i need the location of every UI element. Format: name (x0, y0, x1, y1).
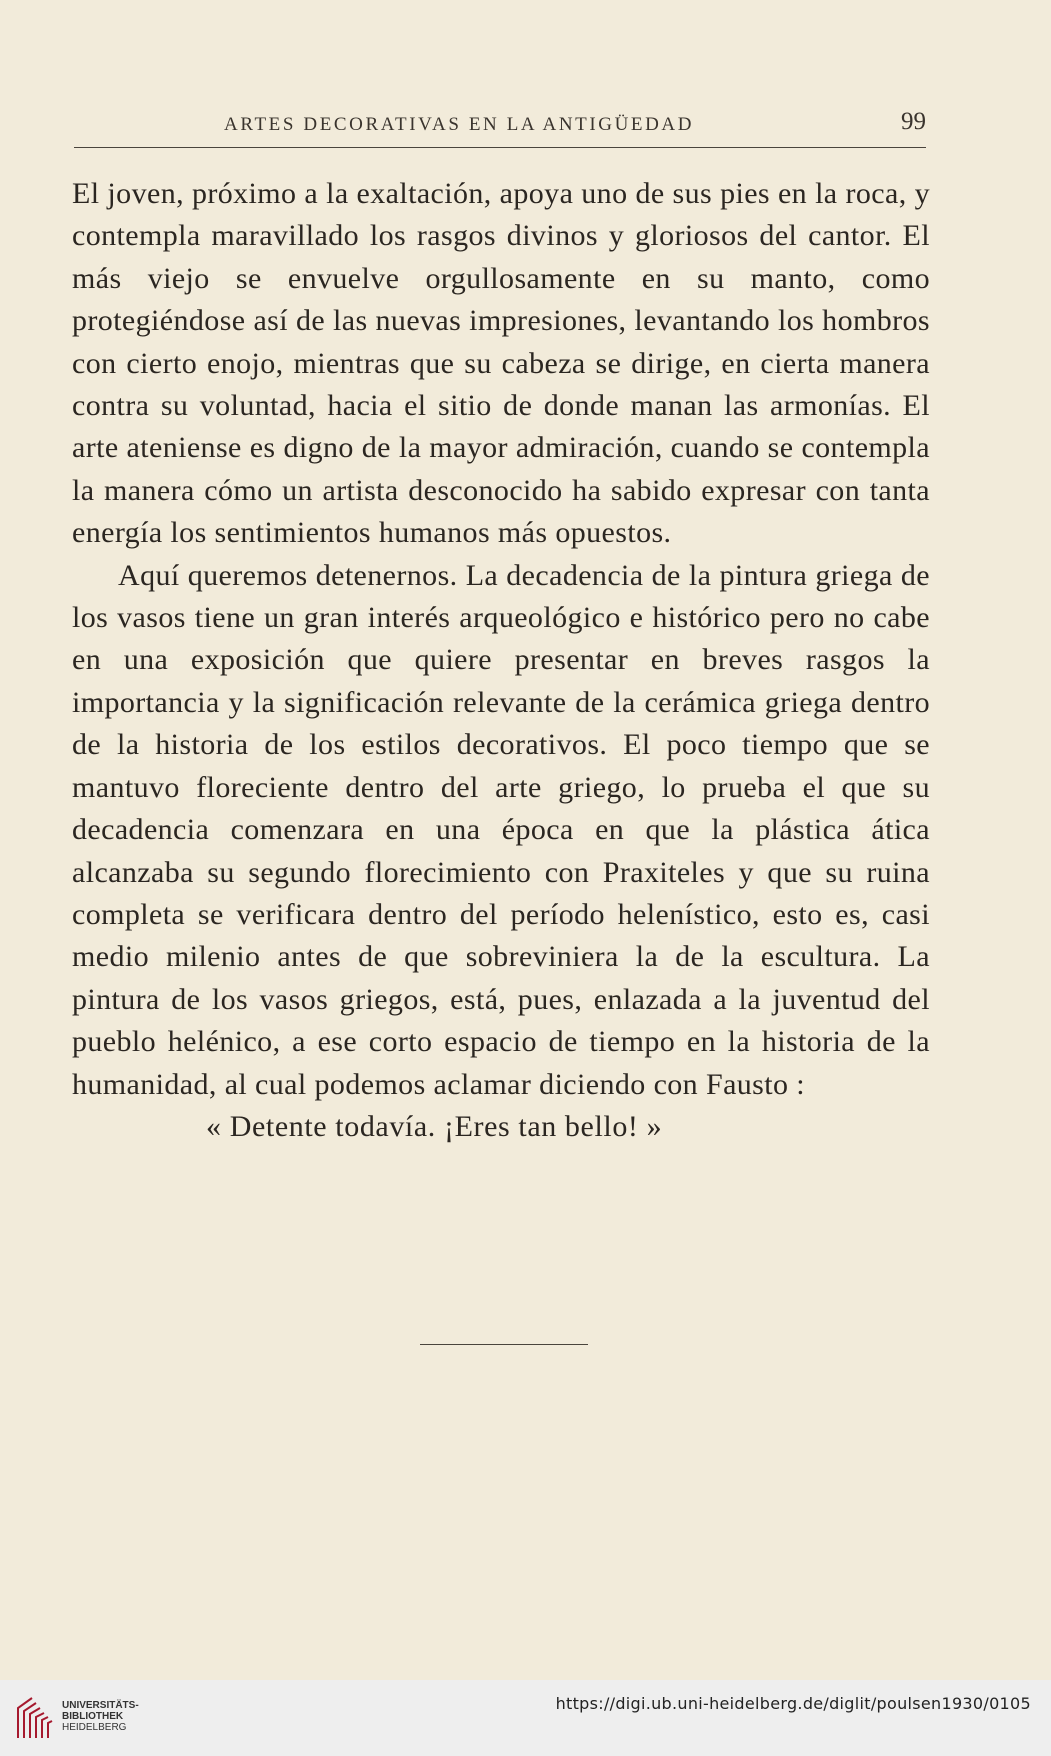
body-text (72, 173, 930, 1148)
running-title: ARTES DECORATIVAS EN LA ANTIGÜEDAD (224, 114, 695, 135)
paragraph-1: El joven, próximo a la exaltación, apoya uno de sus pies en la roca, y contempla maravillado los rasgos divinos y gloriosos del cantor. El más viejo se envuelve orgullosamente en su manto, como protegiéndose así de las nuevas impresiones, levantando los hombros con cierto enojo, mientras que su cabeza se dirige, en cierta manera contra su voluntad, hacia el sitio de donde manan las armonías. El arte ateniense es digno de la mayor admiración, cuando se contempla la manera cómo un artista desconocido ha sabido expresar con tanta energía los sentimientos humanos más opuestos. (72, 177, 930, 550)
end-rule (420, 1344, 588, 1345)
logo-line-1: UNIVERSITÄTS- (62, 1700, 139, 1711)
page-number: 99 (901, 108, 926, 135)
source-url-link[interactable]: https://digi.ub.uni-heidelberg.de/diglit/poulsen1930/0105 (555, 1694, 1031, 1713)
running-head (74, 108, 926, 148)
footer-bar (0, 1680, 1051, 1756)
faust-quote: « Detente todavía. ¡Eres tan bello! » (206, 1109, 663, 1143)
header-rule (74, 147, 926, 148)
logo-line-2: BIBLIOTHEK (62, 1711, 124, 1722)
paragraph-2: Aquí queremos detenernos. La decadencia de la pintura griega de los vasos tiene un gran interés arqueológico e histórico pero no cabe en una exposición que quiere presentar en breves rasgos la importancia y la significación relevante de la cerámica griega dentro de la historia de los estilos decorativos. El poco tiempo que se mantuvo floreciente dentro del arte griego, lo prueba el que su decadencia comenzara en una época en que la plástica ática alcanzaba su segundo florecimiento con Praxiteles y que su ruina completa se verificara dentro del período helenístico, esto es, casi medio milenio antes de que sobreviniera la de la escultura. La pintura de los vasos griegos, está, pues, enlazada a la juventud del pueblo helénico, a ese corto espacio de tiempo en la historia de la humanidad, al cual podemos aclamar diciendo con Fausto : (72, 558, 930, 1101)
library-logo-text (62, 1700, 139, 1733)
logo-line-3: HEIDELBERG (62, 1722, 127, 1733)
library-logo-icon (12, 1694, 60, 1742)
